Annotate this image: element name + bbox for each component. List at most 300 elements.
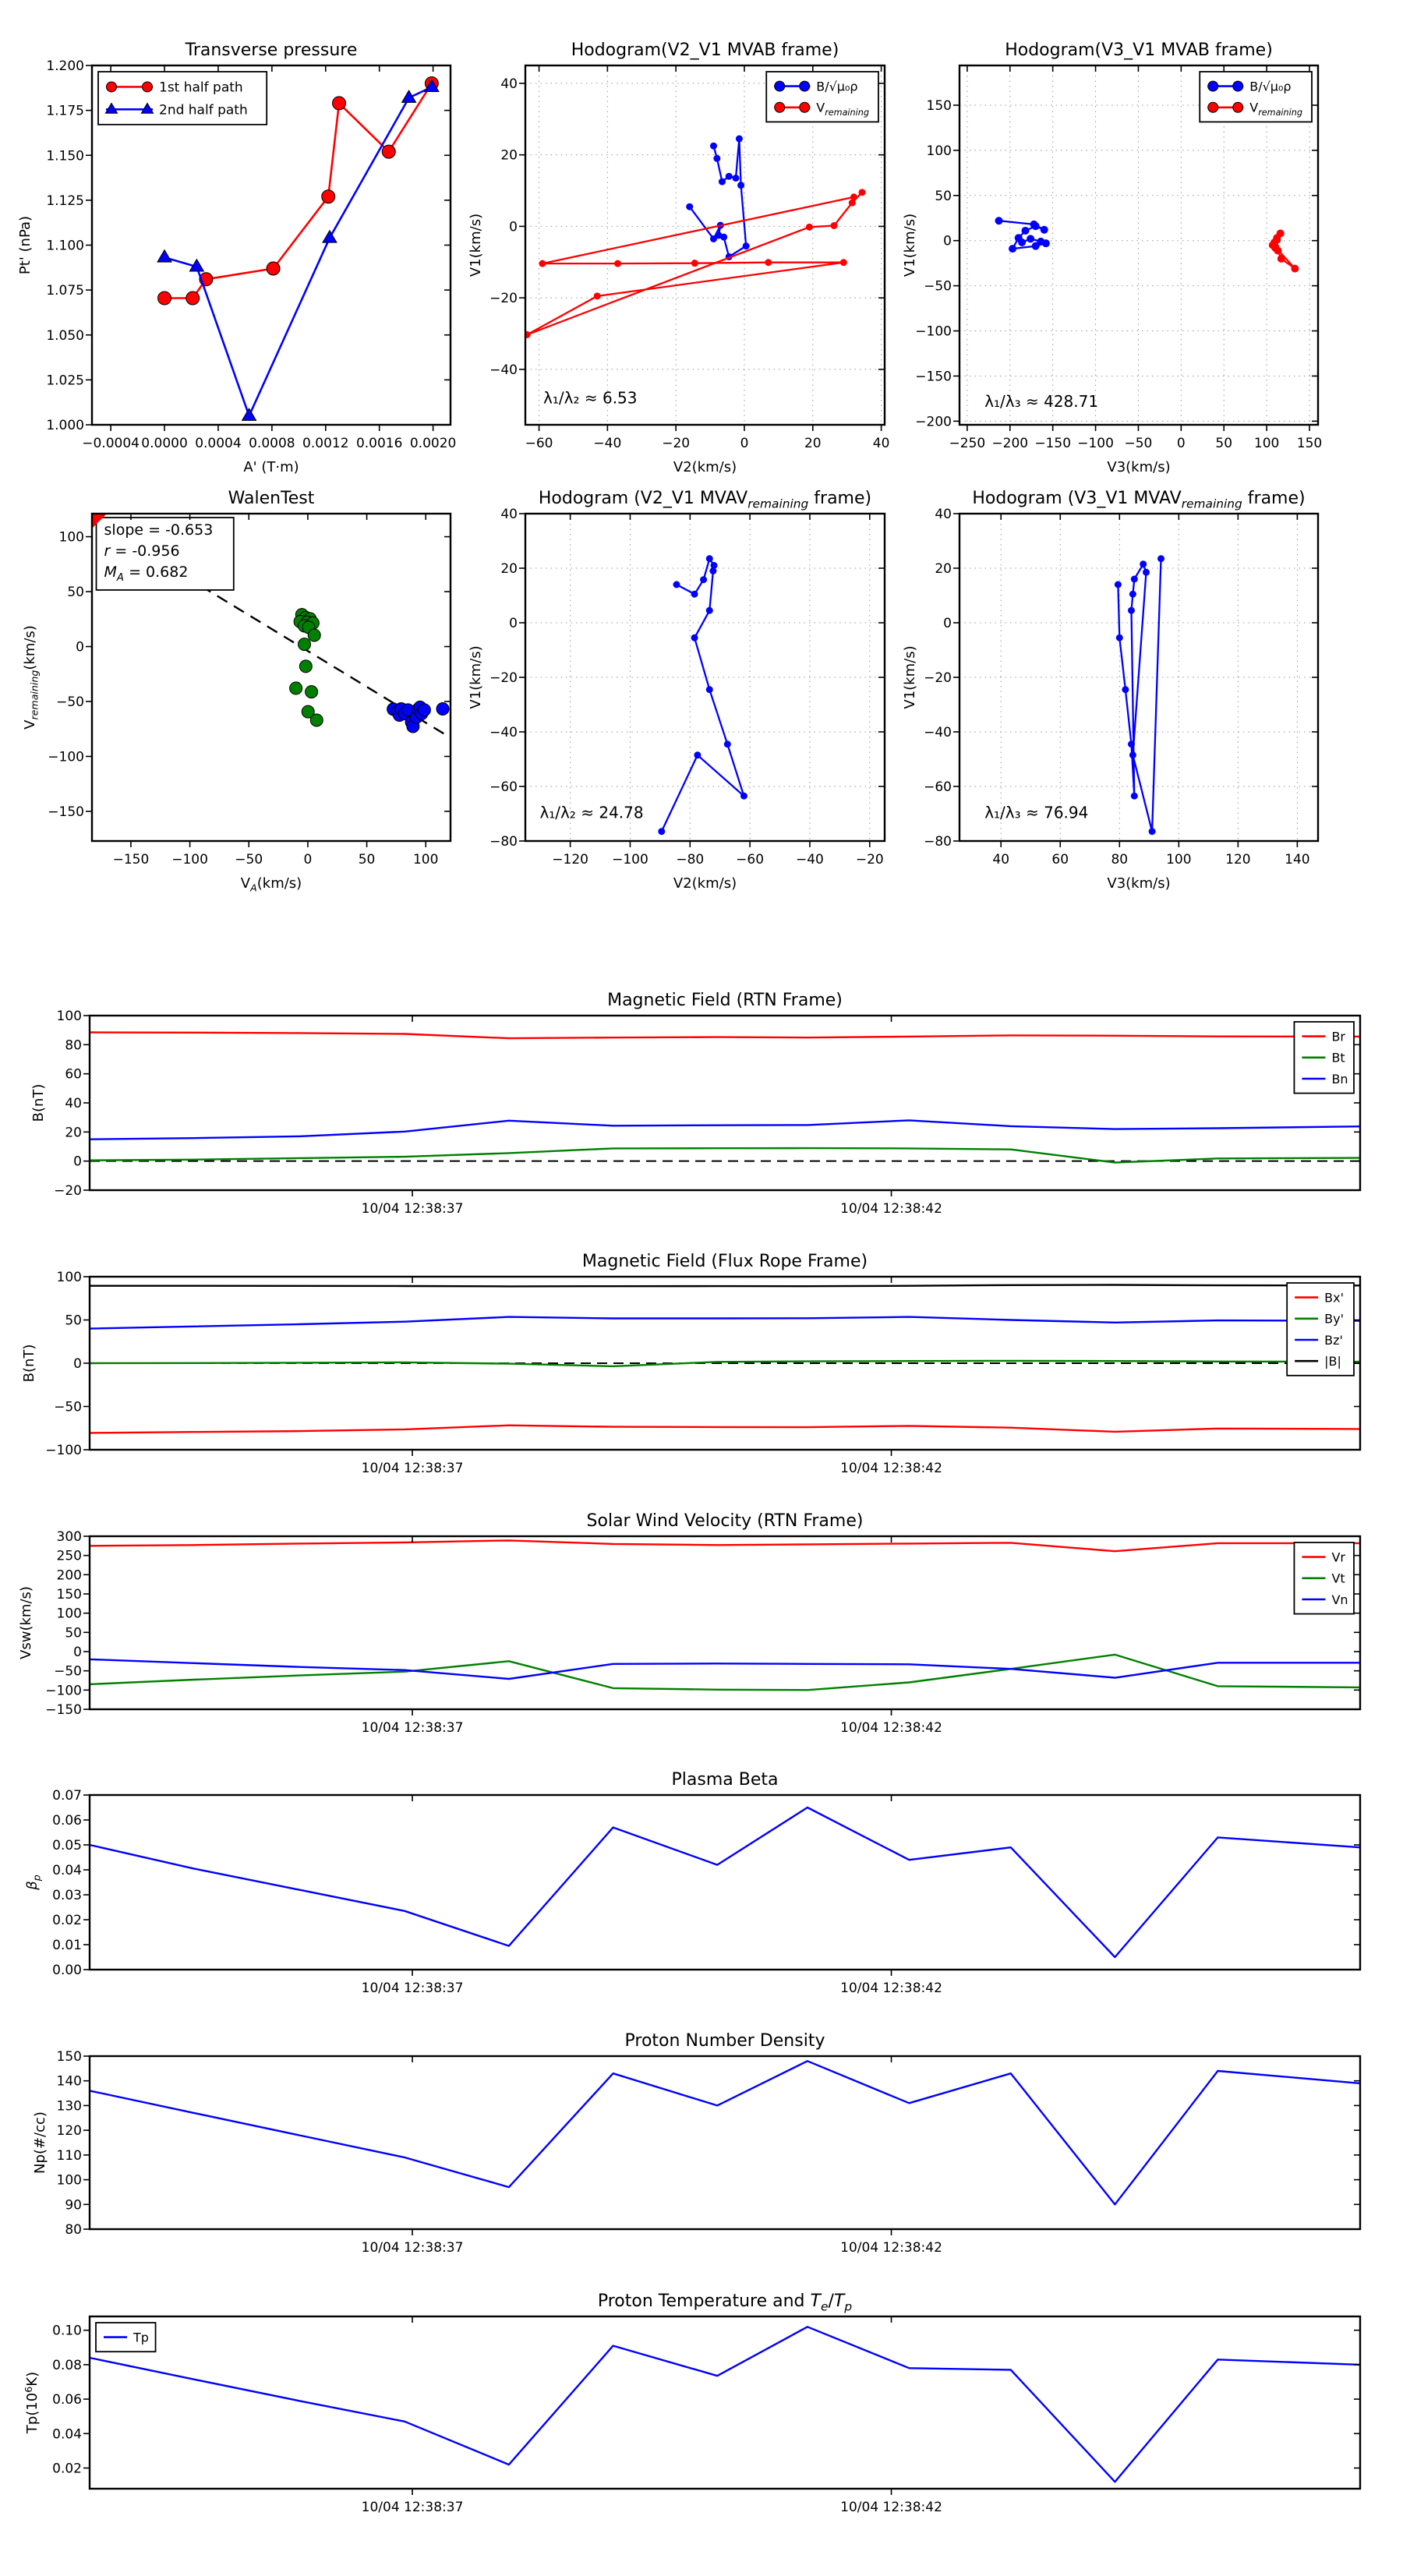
- y-tick-label: 90: [65, 2197, 82, 2214]
- x-axis-label: V2(km/s): [673, 875, 737, 892]
- circle-marker: [158, 292, 171, 305]
- series-v-hodogram: [1118, 559, 1161, 832]
- series-beta-p: [90, 1807, 1360, 1957]
- x-tick-label: 50: [358, 852, 376, 868]
- circle-marker: [299, 638, 311, 651]
- y-tick-label: 0.07: [52, 1788, 82, 1804]
- series-group: [90, 1285, 1360, 1433]
- legend: [766, 72, 878, 122]
- y-tick-label: 1.075: [46, 283, 84, 299]
- x-axis-label: A' (T·m): [243, 459, 299, 475]
- annotation-text: λ₁/λ₃ ≈ 428.71: [984, 391, 1099, 411]
- y-tick-label: 0.00: [52, 1963, 82, 1978]
- x-tick-label: −50: [235, 852, 263, 868]
- legend-label: Bz': [1324, 1332, 1343, 1348]
- series-group: [90, 1807, 1360, 1957]
- y-tick-label: 150: [56, 2049, 82, 2065]
- x-tick-label: 10/04 12:38:37: [361, 1981, 464, 1996]
- y-tick-label: 0.02: [52, 2461, 82, 2477]
- y-tick-label: −100: [45, 1443, 82, 1458]
- x-tick-label: −20: [855, 852, 884, 868]
- y-tick-label: −100: [45, 1683, 82, 1699]
- x-tick-label: −40: [796, 852, 824, 868]
- circle-marker: [1157, 555, 1164, 562]
- y-axis-label: Vsw(km/s): [18, 1586, 34, 1659]
- y-tick-label: 0.06: [52, 1813, 82, 1829]
- circle-marker: [710, 235, 717, 242]
- y-axis-label: $Tp(10^6K)$: [23, 2371, 41, 2434]
- circle-marker: [418, 704, 430, 716]
- legend-label: Bx': [1324, 1290, 1345, 1306]
- y-axis-label: Np(#/cc): [32, 2111, 48, 2174]
- circle-marker: [995, 217, 1003, 224]
- y-tick-label: −50: [56, 694, 84, 711]
- legend-label: Vt: [1331, 1571, 1345, 1586]
- y-axis-label-wrap: [21, 1345, 37, 1383]
- circle-marker: [710, 143, 717, 150]
- legend: [98, 72, 267, 125]
- panel-title: Magnetic Field (RTN Frame): [607, 991, 843, 1010]
- hodogram-v2v1-mvab-panel: [468, 41, 889, 475]
- y-tick-label: 0.06: [52, 2392, 82, 2408]
- y-axis-label-wrap: [23, 2372, 41, 2434]
- vsw-rtn-panel: [18, 1511, 1360, 1736]
- y-axis-label-wrap: [17, 216, 34, 274]
- series-v-hodogram: [662, 559, 744, 832]
- mf-rtn-panel: [30, 991, 1360, 1217]
- y-axis-label-wrap: [30, 1084, 47, 1122]
- circle-marker: [267, 262, 280, 275]
- panel-title: Hodogram(V2_V1 MVAB frame): [571, 41, 839, 60]
- y-tick-label: −50: [54, 1663, 82, 1680]
- x-tick-label: 40: [872, 436, 890, 451]
- series-2nd-half-path: [164, 87, 432, 416]
- circle-marker: [706, 607, 713, 614]
- circle-marker: [333, 97, 346, 110]
- y-tick-label: −80: [489, 834, 518, 850]
- legend-label: 2nd half path: [159, 102, 248, 118]
- x-tick-label: 0.0016: [355, 436, 403, 451]
- y-tick-label: 0.01: [52, 1938, 82, 1953]
- circle-marker: [1131, 576, 1138, 583]
- x-tick-label: 150: [1296, 436, 1323, 451]
- circle-marker: [1128, 607, 1135, 614]
- circle-marker: [1018, 239, 1026, 246]
- triangle-marker: [157, 250, 171, 262]
- y-tick-label: 100: [56, 2172, 82, 2189]
- legend-label: |B|: [1324, 1353, 1341, 1369]
- series-group: [90, 1033, 1360, 1163]
- circle-marker: [436, 702, 449, 715]
- x-tick-label: 0.0008: [249, 436, 295, 451]
- panel-title: Magnetic Field (Flux Rope Frame): [581, 1252, 868, 1271]
- circle-marker: [694, 751, 701, 758]
- triangle-marker: [323, 231, 337, 242]
- legend-label: B/√μ₀ρ: [816, 79, 858, 94]
- y-axis-label: V1(km/s): [468, 645, 484, 709]
- circle-marker: [1143, 569, 1150, 576]
- y-axis-label: V1(km/s): [902, 213, 918, 277]
- circle-marker: [1278, 255, 1285, 263]
- circle-marker: [299, 660, 312, 673]
- y-tick-label: 20: [935, 561, 952, 577]
- circle-marker: [726, 173, 733, 180]
- legend: [1294, 1542, 1354, 1614]
- circle-marker: [775, 102, 785, 112]
- circle-marker: [107, 82, 117, 92]
- y-axis-label-wrap: [32, 2111, 48, 2174]
- y-tick-label: −150: [915, 369, 952, 385]
- annotation-text: λ₁/λ₂ ≈ 6.53: [543, 388, 638, 408]
- y-tick-label: −60: [489, 779, 518, 795]
- circle-marker: [1208, 81, 1218, 91]
- y-tick-label: 100: [56, 1009, 82, 1024]
- legend: [1294, 1022, 1354, 1094]
- x-tick-label: 100: [1166, 852, 1192, 868]
- circle-marker: [1041, 226, 1048, 234]
- y-tick-label: 80: [65, 2222, 82, 2238]
- tick-labels: [52, 1788, 942, 1996]
- y-tick-label: 150: [56, 1587, 82, 1602]
- legend: [1287, 1283, 1354, 1376]
- y-axis-label-wrap: [468, 645, 484, 708]
- circle-marker: [691, 591, 698, 598]
- circle-marker: [840, 259, 847, 266]
- x-tick-label: 10/04 12:38:37: [361, 1201, 464, 1217]
- circle-marker: [1273, 236, 1281, 244]
- circle-marker: [1116, 634, 1123, 641]
- circle-marker: [765, 259, 772, 266]
- x-tick-label: −100: [1077, 436, 1114, 451]
- y-axis-label: V1(km/s): [902, 645, 918, 709]
- circle-marker: [736, 136, 743, 143]
- legend-label: Bn: [1331, 1071, 1348, 1087]
- x-tick-label: 10/04 12:38:37: [361, 1461, 464, 1476]
- y-tick-label: −150: [48, 804, 84, 820]
- y-tick-label: 1.050: [46, 327, 84, 344]
- y-tick-label: 0: [76, 639, 84, 655]
- transverse-pressure-panel: [17, 41, 456, 475]
- ticks: [83, 1536, 1360, 1716]
- grid: [525, 514, 885, 841]
- circle-marker: [1149, 828, 1156, 835]
- tick-labels: [54, 1009, 942, 1217]
- circle-marker: [806, 224, 813, 231]
- legend-label: Vn: [1331, 1592, 1348, 1607]
- y-axis-label: B(nT): [30, 1083, 47, 1122]
- stats-line: r = -0.956: [104, 542, 180, 560]
- y-tick-label: 100: [56, 1270, 82, 1285]
- tick-labels: [52, 2323, 942, 2515]
- panel-title: Solar Wind Velocity (RTN Frame): [586, 1511, 864, 1531]
- circle-marker: [594, 292, 601, 299]
- legend-label: Bt: [1331, 1050, 1345, 1065]
- circle-marker: [1131, 793, 1138, 800]
- x-tick-label: −0.0004: [82, 436, 140, 451]
- circle-marker: [737, 182, 744, 189]
- circle-marker: [290, 682, 302, 694]
- y-axis-label-wrap: [902, 214, 918, 277]
- y-axis-label-wrap: [24, 1875, 43, 1891]
- x-tick-label: 10/04 12:38:42: [840, 2500, 942, 2515]
- axes-frame: [90, 1795, 1360, 1970]
- circle-marker: [691, 634, 698, 641]
- y-tick-label: 50: [67, 585, 84, 601]
- x-tick-label: 80: [1111, 852, 1129, 868]
- y-tick-label: 200: [56, 1567, 82, 1584]
- x-tick-label: −60: [736, 852, 765, 868]
- series-group: [995, 217, 1299, 272]
- axes-frame: [525, 514, 885, 841]
- y-tick-label: 1.100: [46, 238, 84, 254]
- y-tick-label: −20: [54, 1183, 82, 1199]
- hodogram-v2v1-mvav-panel: [468, 489, 885, 892]
- x-tick-label: 100: [412, 852, 439, 868]
- series-Bt: [90, 1148, 1360, 1162]
- circle-marker: [1233, 81, 1243, 91]
- circle-marker: [382, 145, 395, 158]
- x-tick-label: 20: [804, 436, 822, 451]
- y-tick-label: −20: [924, 670, 952, 686]
- y-tick-label: −100: [915, 323, 952, 340]
- circle-marker: [1122, 686, 1129, 693]
- annotation-text: λ₁/λ₃ ≈ 76.94: [984, 803, 1089, 822]
- panel-title: Hodogram (V2_V1 $MVAV_{remaining}$ frame): [538, 489, 872, 511]
- y-tick-label: 0: [73, 1154, 82, 1170]
- series-group: [524, 136, 866, 338]
- y-axis-label-wrap: [22, 625, 41, 730]
- circle-marker: [1271, 243, 1279, 251]
- circle-marker: [1027, 235, 1034, 242]
- series-group: [90, 1540, 1360, 1690]
- x-tick-label: 0.0020: [409, 436, 457, 451]
- x-tick-label: 40: [992, 852, 1010, 868]
- tick-labels: [924, 507, 1310, 868]
- ticks: [83, 2056, 1360, 2235]
- mf-fluxrope-panel: [21, 1252, 1360, 1476]
- x-tick-label: 50: [1215, 436, 1233, 451]
- x-tick-label: 100: [1253, 436, 1280, 451]
- y-tick-label: 100: [926, 143, 952, 159]
- legend-label: B/√μ₀ρ: [1249, 79, 1292, 94]
- x-tick-label: −50: [1124, 436, 1153, 451]
- legend-label: Br: [1331, 1029, 1346, 1044]
- y-tick-label: −80: [924, 834, 952, 850]
- series-Tp: [90, 2327, 1360, 2482]
- y-tick-label: 0: [509, 616, 518, 631]
- circle-marker: [658, 828, 665, 835]
- x-tick-label: 10/04 12:38:42: [840, 1201, 942, 1217]
- stats-line: slope = -0.653: [104, 521, 214, 539]
- legend-label: $V_{remaining}$: [1249, 100, 1302, 118]
- x-tick-label: −150: [112, 852, 150, 868]
- y-tick-label: 0.10: [52, 2323, 82, 2339]
- x-tick-label: 0.0000: [141, 436, 188, 451]
- y-axis-label-wrap: [468, 214, 484, 277]
- circle-marker: [686, 203, 693, 210]
- circle-marker: [1233, 102, 1243, 112]
- series-group: [1115, 555, 1164, 835]
- x-tick-label: −20: [662, 436, 691, 451]
- proton-temp-panel: [23, 2292, 1360, 2515]
- x-tick-label: −100: [171, 852, 208, 868]
- x-tick-label: 0.0004: [195, 436, 242, 451]
- panel-title: Hodogram (V3_V1 $MVAV_{remaining}$ frame): [972, 489, 1306, 511]
- y-tick-label: 0.08: [52, 2357, 82, 2373]
- x-axis-label: V3(km/s): [1107, 459, 1171, 475]
- y-tick-label: 0: [73, 1356, 82, 1372]
- series-Np: [90, 2061, 1360, 2204]
- y-axis-label: $\beta_p$: [24, 1875, 43, 1890]
- circle-marker: [719, 178, 726, 186]
- tick-labels: [915, 98, 1322, 451]
- panel-title: Plasma Beta: [671, 1770, 779, 1790]
- y-tick-label: 110: [56, 2147, 82, 2164]
- x-axis-label: V2(km/s): [673, 459, 737, 475]
- y-tick-label: 0.02: [52, 1913, 82, 1928]
- circle-marker: [709, 567, 716, 574]
- hodogram-v3v1-mvab-panel: [902, 41, 1322, 475]
- y-tick-label: 40: [935, 507, 952, 522]
- y-tick-label: 140: [56, 2073, 82, 2090]
- circle-marker: [775, 81, 785, 91]
- y-tick-label: 0: [943, 233, 952, 249]
- y-tick-label: −150: [45, 1702, 82, 1718]
- series-Bx-prime: [90, 1426, 1360, 1433]
- circle-marker: [614, 260, 621, 267]
- circle-marker: [306, 686, 318, 698]
- circle-marker: [691, 260, 698, 267]
- x-tick-label: 10/04 12:38:42: [840, 1461, 942, 1476]
- circle-marker: [800, 102, 810, 112]
- circle-marker: [1128, 740, 1135, 747]
- ticks: [83, 1016, 1360, 1196]
- series-group: [90, 2061, 1360, 2204]
- series-By-prime: [90, 1361, 1360, 1366]
- x-axis-label: V3(km/s): [1107, 875, 1171, 892]
- x-tick-label: −40: [593, 436, 622, 451]
- y-tick-label: −60: [924, 779, 952, 795]
- circle-marker: [700, 576, 707, 583]
- y-tick-label: 1.025: [46, 373, 84, 389]
- y-tick-label: 80: [65, 1037, 82, 1054]
- ticks: [519, 514, 885, 847]
- y-tick-label: 130: [56, 2098, 82, 2115]
- series-Vr: [90, 1540, 1360, 1551]
- series-group: [184, 576, 451, 738]
- y-tick-label: 20: [500, 561, 518, 577]
- axes-frame: [90, 1016, 1360, 1190]
- circle-marker: [1129, 591, 1136, 598]
- y-tick-label: 0: [509, 219, 518, 235]
- legend: [96, 2323, 156, 2352]
- series-group: [90, 2327, 1360, 2482]
- annotation-text: λ₁/λ₂ ≈ 24.78: [539, 803, 644, 822]
- legend-label: Tp: [133, 2330, 149, 2345]
- proton-density-panel: [32, 2031, 1360, 2256]
- y-tick-label: 100: [56, 1606, 82, 1622]
- legend: [1200, 72, 1312, 122]
- axes-frame: [90, 2316, 1360, 2489]
- tick-labels: [57, 2049, 942, 2256]
- circle-marker: [800, 81, 810, 91]
- y-tick-label: −20: [489, 291, 518, 307]
- series-Bz-prime: [90, 1317, 1360, 1329]
- circle-marker: [1037, 238, 1044, 246]
- hodogram-v3v1-mvav-panel: [902, 489, 1318, 892]
- triangle-marker: [242, 408, 256, 420]
- y-tick-label: 1.200: [46, 58, 84, 74]
- circle-marker: [1140, 560, 1147, 567]
- circle-marker: [1115, 581, 1122, 588]
- ticks: [83, 1277, 1360, 1456]
- x-tick-label: 140: [1285, 852, 1310, 868]
- y-tick-label: 0: [943, 616, 952, 631]
- circle-marker: [713, 155, 720, 162]
- x-tick-label: 0: [740, 436, 749, 451]
- circle-marker: [1032, 222, 1040, 230]
- axes-frame: [90, 1536, 1360, 1709]
- x-tick-label: 10/04 12:38:42: [840, 2240, 942, 2256]
- panel-title: Hodogram(V3_V1 MVAB frame): [1005, 41, 1273, 60]
- x-tick-label: 0: [303, 852, 313, 868]
- y-tick-label: 0.03: [52, 1888, 82, 1903]
- legend-label: By': [1324, 1311, 1345, 1327]
- series-Br: [90, 1033, 1360, 1039]
- y-tick-label: 250: [56, 1548, 82, 1564]
- circle-marker: [1009, 245, 1016, 253]
- x-tick-label: −250: [949, 436, 986, 451]
- y-tick-label: −100: [48, 749, 84, 765]
- y-tick-label: 40: [65, 1096, 82, 1111]
- x-tick-label: −60: [525, 436, 553, 451]
- y-axis-label: V1(km/s): [468, 213, 484, 277]
- circle-marker: [1129, 751, 1136, 758]
- series-group: [157, 77, 439, 421]
- y-tick-label: 120: [56, 2123, 82, 2140]
- y-tick-label: 50: [65, 1313, 82, 1329]
- y-tick-label: −40: [489, 362, 518, 378]
- walen-test-panel: [22, 489, 451, 894]
- plasma-beta-panel: [24, 1770, 1360, 1996]
- panel-title: Proton Number Density: [624, 2031, 825, 2051]
- y-tick-label: 300: [56, 1529, 82, 1545]
- y-axis-label-wrap: [902, 645, 918, 708]
- x-tick-label: 120: [1225, 852, 1251, 868]
- y-axis-label-wrap: [18, 1586, 34, 1659]
- y-tick-label: 40: [500, 76, 518, 92]
- y-tick-label: −50: [924, 278, 952, 295]
- axes-frame: [90, 2056, 1360, 2229]
- x-tick-label: 0: [1176, 436, 1186, 451]
- y-tick-label: 60: [65, 1066, 82, 1083]
- x-tick-label: 10/04 12:38:42: [840, 1720, 942, 1736]
- x-tick-label: 10/04 12:38:42: [840, 1981, 942, 1996]
- y-tick-label: 20: [65, 1125, 82, 1141]
- y-tick-label: 1.000: [46, 418, 84, 433]
- circle-marker: [706, 686, 713, 693]
- y-tick-label: −40: [924, 725, 952, 740]
- y-tick-label: 1.175: [46, 103, 84, 119]
- panel-title: Proton Temperature and $T_e/T_p$: [597, 2292, 853, 2314]
- series-Bn: [90, 1120, 1360, 1139]
- x-tick-label: 60: [1051, 852, 1069, 868]
- y-axis-label: $V_{remaining}(km/s)$: [22, 625, 41, 730]
- y-tick-label: 50: [65, 1625, 82, 1641]
- tick-labels: [45, 1270, 942, 1476]
- x-tick-label: 10/04 12:38:37: [361, 2500, 464, 2515]
- y-tick-label: −50: [54, 1399, 82, 1415]
